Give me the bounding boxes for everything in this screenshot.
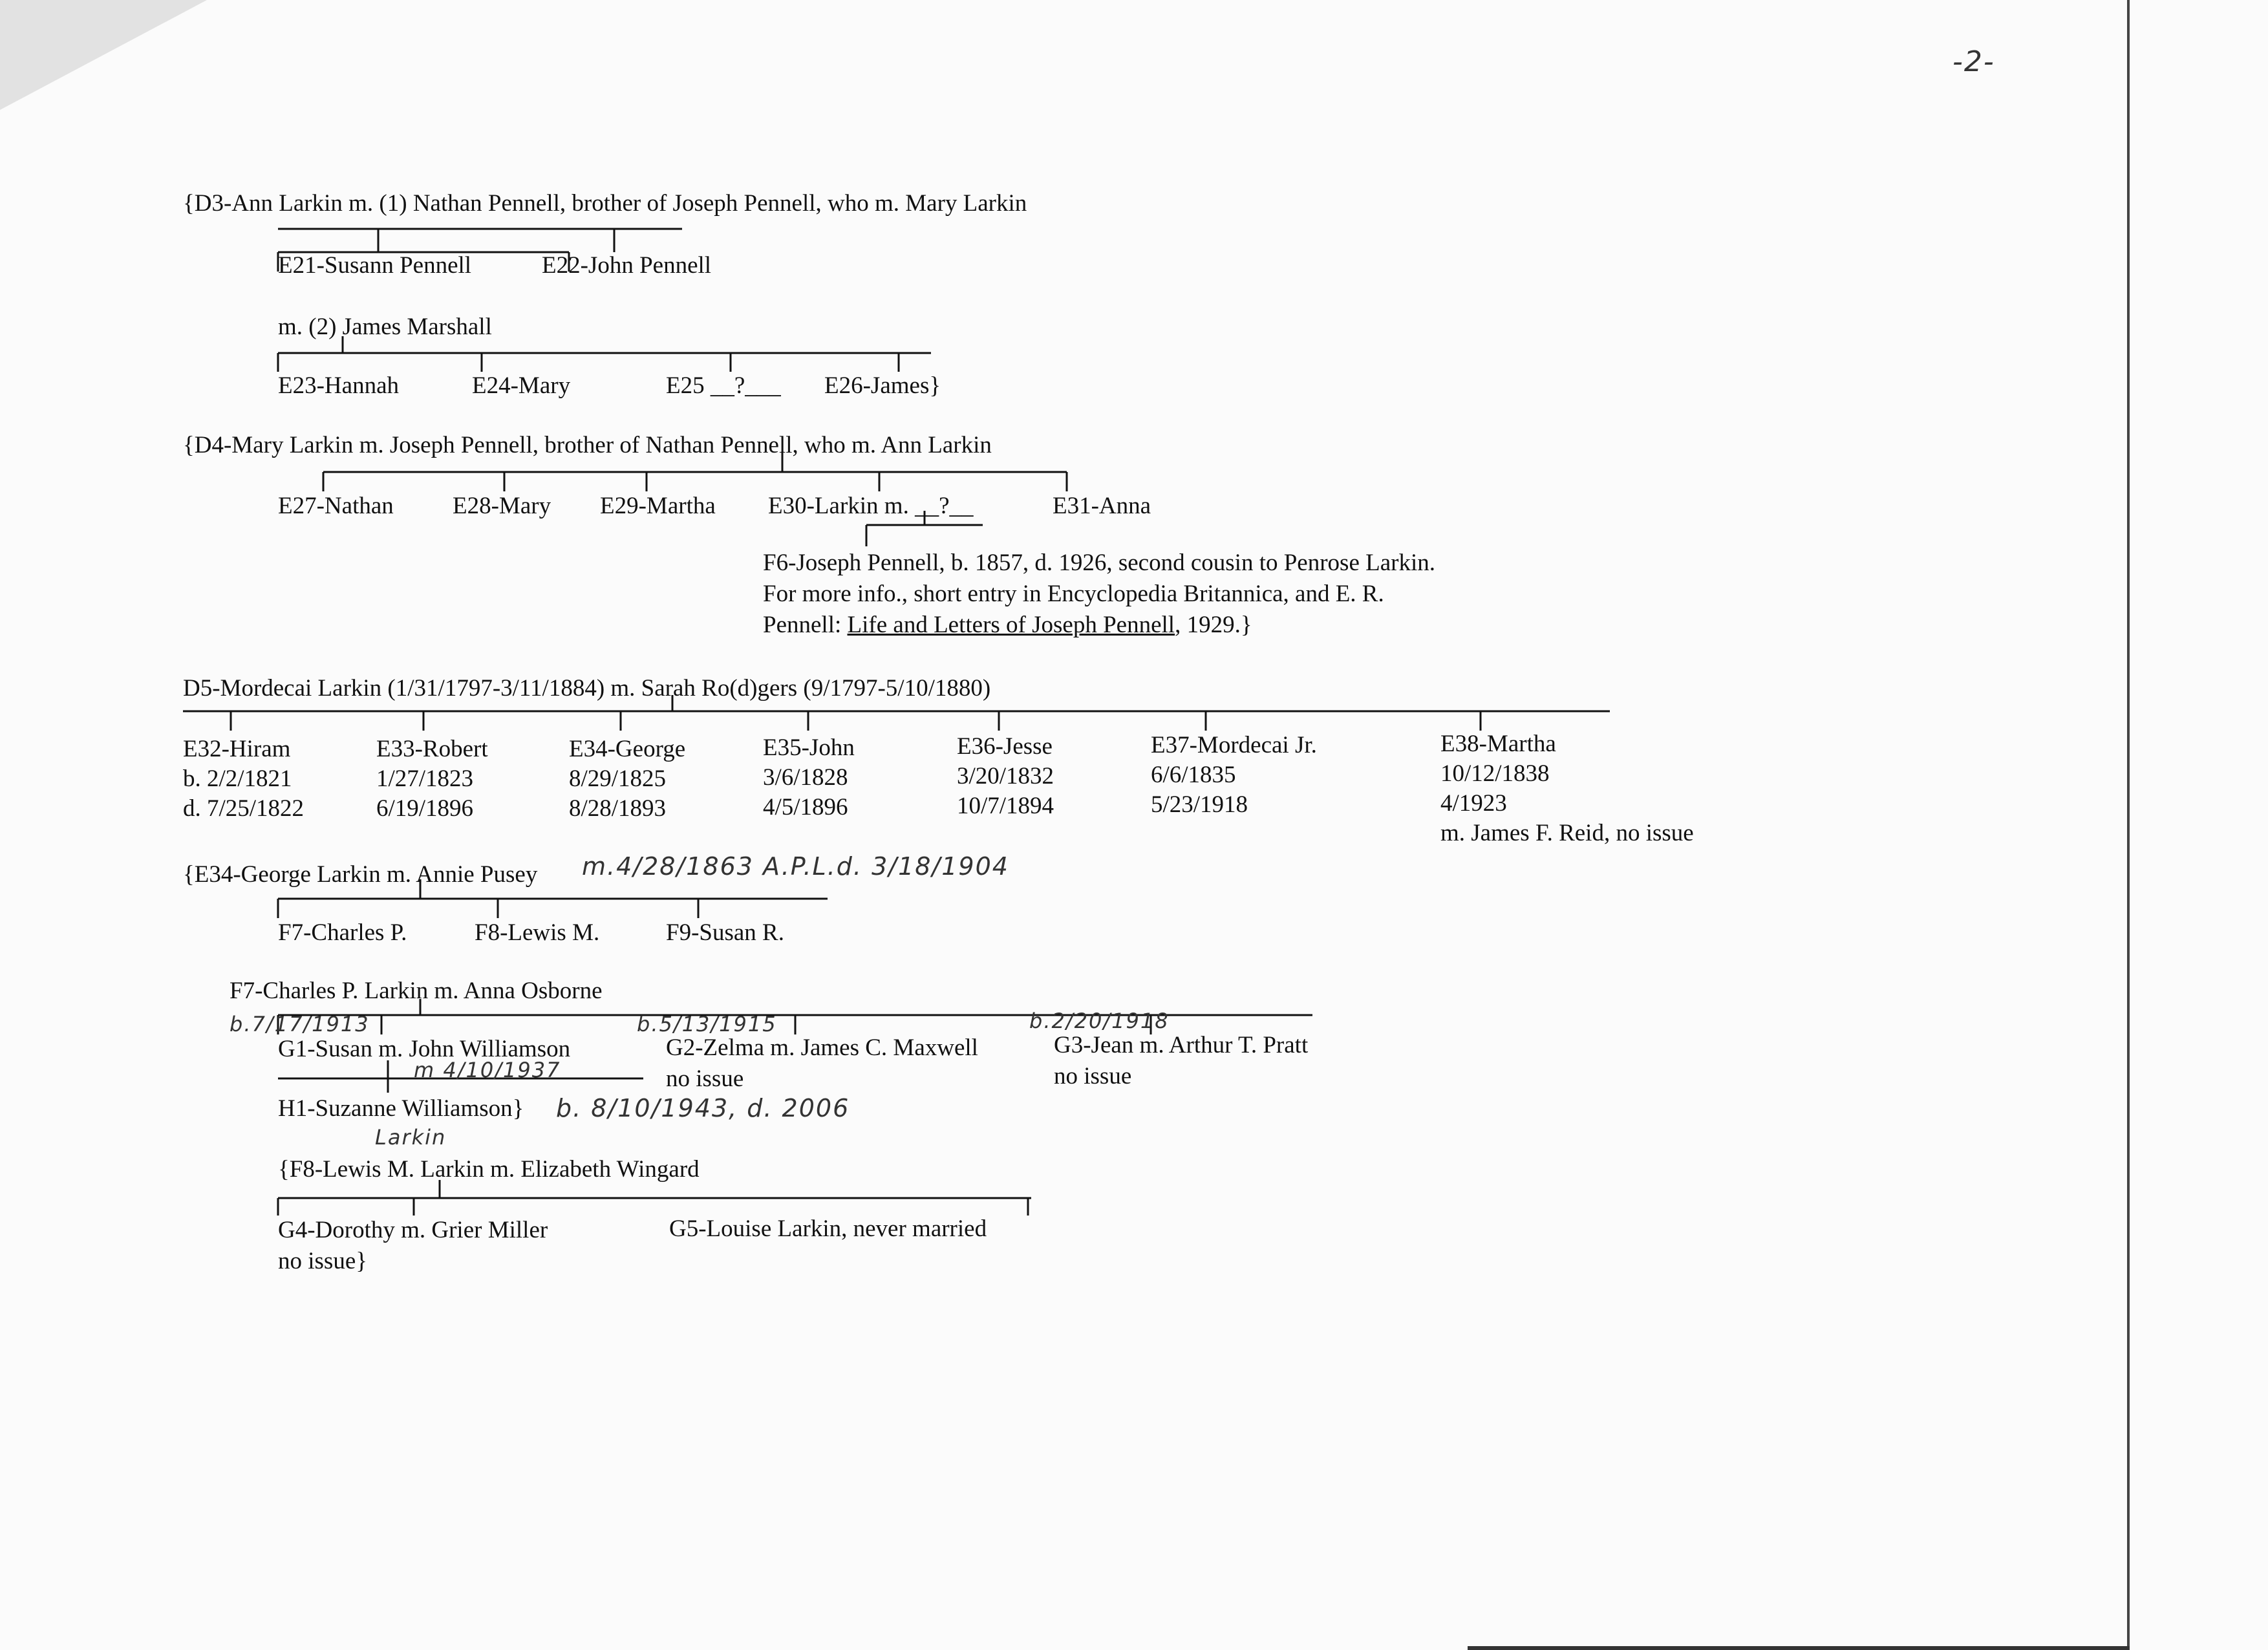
- book-title: Life and Letters of Joseph Pennell: [847, 612, 1175, 638]
- g2-entry: G2-Zelma m. James C. Maxwell: [666, 1034, 978, 1061]
- f6-line-2: For more info., short entry in Encyclopedia Britannica, and E. R.: [763, 581, 1384, 607]
- e37-death: 5/23/1918: [1151, 791, 1248, 818]
- g4-note: no issue}: [278, 1248, 368, 1274]
- f7-header: F7-Charles P. Larkin m. Anna Osborne: [230, 978, 603, 1004]
- h1-entry: H1-Suzanne Williamson}: [278, 1095, 524, 1122]
- d4-header: {D4-Mary Larkin m. Joseph Pennell, brother of Nathan Pennell, who m. Ann Larkin: [183, 432, 992, 458]
- f8-entry: F8-Lewis M.: [475, 919, 600, 946]
- f6-line-1: F6-Joseph Pennell, b. 1857, d. 1926, second cousin to Penrose Larkin.: [763, 550, 1435, 576]
- e37-name: E37-Mordecai Jr.: [1151, 732, 1317, 758]
- e23-entry: E23-Hannah: [278, 372, 399, 399]
- e35-death: 4/5/1896: [763, 794, 848, 820]
- e27-entry: E27-Nathan: [278, 493, 394, 519]
- e33-birth: 1/27/1823: [376, 766, 474, 792]
- e38-death: 4/1923: [1440, 790, 1507, 817]
- e32-birth: b. 2/2/1821: [183, 766, 292, 792]
- e34-death: 8/28/1893: [569, 795, 667, 822]
- e25-entry: E25 __?___: [666, 372, 781, 399]
- f8-header: {F8-Lewis M. Larkin m. Elizabeth Wingard: [278, 1156, 700, 1183]
- e24-entry: E24-Mary: [472, 372, 571, 399]
- e34-handwritten-dates: m.4/28/1863 A.P.L.d. 3/18/1904: [582, 852, 1009, 881]
- e28-entry: E28-Mary: [453, 493, 551, 519]
- f6-line-3: [763, 613, 1252, 637]
- e32-death: d. 7/25/1822: [183, 795, 305, 822]
- e38-name: E38-Martha: [1440, 731, 1556, 757]
- e35-birth: 3/6/1828: [763, 764, 848, 791]
- e36-death: 10/7/1894: [957, 793, 1054, 819]
- e34-birth: 8/29/1825: [569, 766, 667, 792]
- g3-note: no issue: [1054, 1063, 1132, 1089]
- e34-name: E34-George: [569, 736, 686, 762]
- e33-name: E33-Robert: [376, 736, 488, 762]
- g5-entry: G5-Louise Larkin, never married: [669, 1216, 987, 1242]
- e38-birth: 10/12/1838: [1440, 760, 1550, 787]
- e21-entry: E21-Susann Pennell: [278, 252, 472, 279]
- page-number: -2-: [1952, 45, 1995, 78]
- h1-larkin-handwritten: Larkin: [375, 1125, 447, 1150]
- g3-entry: G3-Jean m. Arthur T. Pratt: [1054, 1032, 1309, 1058]
- d5-header: D5-Mordecai Larkin (1/31/1797-3/11/1884) m. Sarah Ro(d)gers (9/1797-5/10/1880): [183, 675, 991, 702]
- g2-note: no issue: [666, 1066, 744, 1092]
- e22-entry: E22-John Pennell: [542, 252, 712, 279]
- h1-dates-handwritten: b. 8/10/1943, d. 2006: [556, 1094, 850, 1122]
- g2-birth-handwritten: b.5/13/1915: [637, 1012, 777, 1036]
- e29-entry: E29-Martha: [600, 493, 716, 519]
- g1-birth-handwritten: b.7/17/1913: [230, 1012, 370, 1036]
- g1-entry: G1-Susan m. John Williamson: [278, 1036, 571, 1062]
- f6-line-3-prefix: Pennell:: [763, 612, 848, 638]
- f7-entry: F7-Charles P.: [278, 919, 407, 946]
- e34-header: {E34-George Larkin m. Annie Pusey: [183, 861, 538, 888]
- e32-name: E32-Hiram: [183, 736, 291, 762]
- f6-line-3-suffix: , 1929.}: [1175, 612, 1252, 638]
- g4-entry: G4-Dorothy m. Grier Miller: [278, 1217, 548, 1243]
- e31-entry: E31-Anna: [1053, 493, 1151, 519]
- g1-marriage-handwritten: m 4/10/1937: [414, 1058, 561, 1082]
- e35-name: E35-John: [763, 734, 855, 761]
- e38-marriage: m. James F. Reid, no issue: [1440, 820, 1694, 846]
- d3-header: {D3-Ann Larkin m. (1) Nathan Pennell, brother of Joseph Pennell, who m. Mary Larkin: [183, 190, 1027, 217]
- e36-name: E36-Jesse: [957, 733, 1053, 760]
- e26-entry: E26-James}: [824, 372, 941, 399]
- e37-birth: 6/6/1835: [1151, 762, 1236, 788]
- d3-second-marriage: m. (2) James Marshall: [278, 314, 492, 340]
- e36-birth: 3/20/1832: [957, 763, 1054, 789]
- g3-birth-handwritten: b.2/20/1918: [1029, 1009, 1170, 1033]
- f9-entry: F9-Susan R.: [666, 919, 784, 946]
- e30-entry: E30-Larkin m. __?__: [768, 493, 974, 519]
- e33-death: 6/19/1896: [376, 795, 474, 822]
